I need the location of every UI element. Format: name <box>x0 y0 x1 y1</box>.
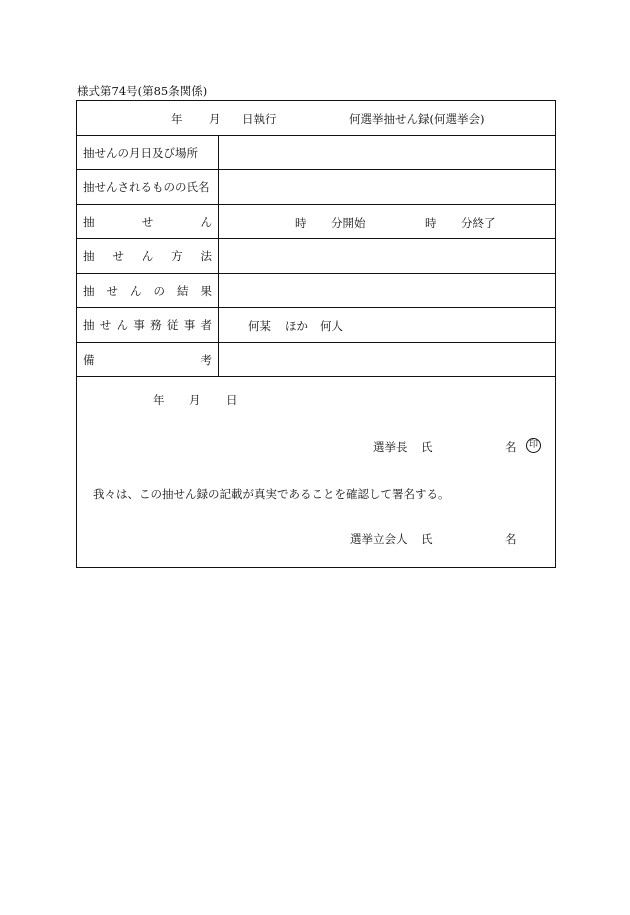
label-char: せ <box>99 318 112 332</box>
label-char: 者 <box>200 318 212 332</box>
lottery-record-form <box>76 100 556 568</box>
form-title: 何選挙抽せん録(何選挙会) <box>349 112 485 126</box>
label-char: 考 <box>200 352 212 367</box>
header-row <box>77 101 555 136</box>
label-lottery <box>77 205 219 238</box>
label-char: 法 <box>200 249 212 263</box>
value-remarks <box>219 343 555 376</box>
label-remarks <box>77 343 219 376</box>
label-date-place: 抽せんの月日及び場所 <box>77 136 219 169</box>
label-char: の <box>153 283 165 298</box>
label-char: せ <box>112 249 124 263</box>
label-char: 事 <box>183 318 196 332</box>
witness-title: 選挙立会人 <box>350 532 408 546</box>
label-char: 抽 <box>83 214 95 229</box>
label-char: 務 <box>150 318 162 332</box>
value-date-place <box>219 136 555 169</box>
label-char: 抽 <box>83 318 95 332</box>
start-hour-label: 時 <box>295 216 307 230</box>
label-char: ん <box>130 283 142 298</box>
label-char: せ <box>106 283 118 298</box>
row-names <box>77 170 555 205</box>
header-day-exec: 日執行 <box>242 112 277 126</box>
label-char: 抽 <box>83 283 95 298</box>
footer-month: 月 <box>189 393 201 407</box>
label-char: 方 <box>171 249 183 263</box>
label-char: 果 <box>200 283 212 298</box>
confirmation-text: 我々は、この抽せん録の記載が真実であることを確認して署名する。 <box>93 487 450 501</box>
start-minute-label: 分開始 <box>331 216 366 230</box>
row-result <box>77 274 555 308</box>
end-hour-label: 時 <box>425 216 437 230</box>
header-month: 月 <box>209 112 221 126</box>
label-char: 従 <box>166 318 179 332</box>
label-char: ん <box>141 249 154 263</box>
witness-name: 名 <box>505 532 517 546</box>
row-staff <box>77 308 555 343</box>
footer-day: 日 <box>226 393 238 407</box>
value-staff <box>219 308 555 342</box>
label-char: せ <box>141 214 154 229</box>
staff-count: 何人 <box>320 319 343 333</box>
value-names <box>219 170 555 204</box>
label-char: 結 <box>177 283 189 298</box>
value-method <box>219 239 555 273</box>
label-char: 抽 <box>83 249 95 263</box>
staff-others: ほか <box>285 319 308 333</box>
row-lottery-time <box>77 205 555 239</box>
end-minute-label: 分終了 <box>461 216 496 230</box>
row-method <box>77 239 555 274</box>
value-result <box>219 274 555 307</box>
header-year: 年 <box>171 112 183 126</box>
chief-name: 名 <box>505 440 517 454</box>
chief-surname: 氏 <box>421 440 433 454</box>
label-names: 抽せんされるものの氏名 <box>77 170 219 204</box>
label-char: 事 <box>133 318 145 332</box>
row-date-place <box>77 136 555 170</box>
label-char: ん <box>116 318 129 332</box>
chief-title: 選挙長 <box>373 440 408 454</box>
label-method <box>77 239 219 273</box>
label-staff <box>77 308 219 342</box>
footer-year: 年 <box>153 393 165 407</box>
label-char: 備 <box>83 352 95 367</box>
witness-surname: 氏 <box>421 532 433 546</box>
staff-name: 何某 <box>248 319 271 333</box>
label-char: ん <box>200 214 212 229</box>
seal-mark: 印 <box>526 438 541 453</box>
label-result <box>77 274 219 307</box>
value-lottery-time <box>219 205 555 238</box>
form-number-label: 様式第74号(第85条関係) <box>77 84 208 98</box>
row-remarks <box>77 343 555 377</box>
